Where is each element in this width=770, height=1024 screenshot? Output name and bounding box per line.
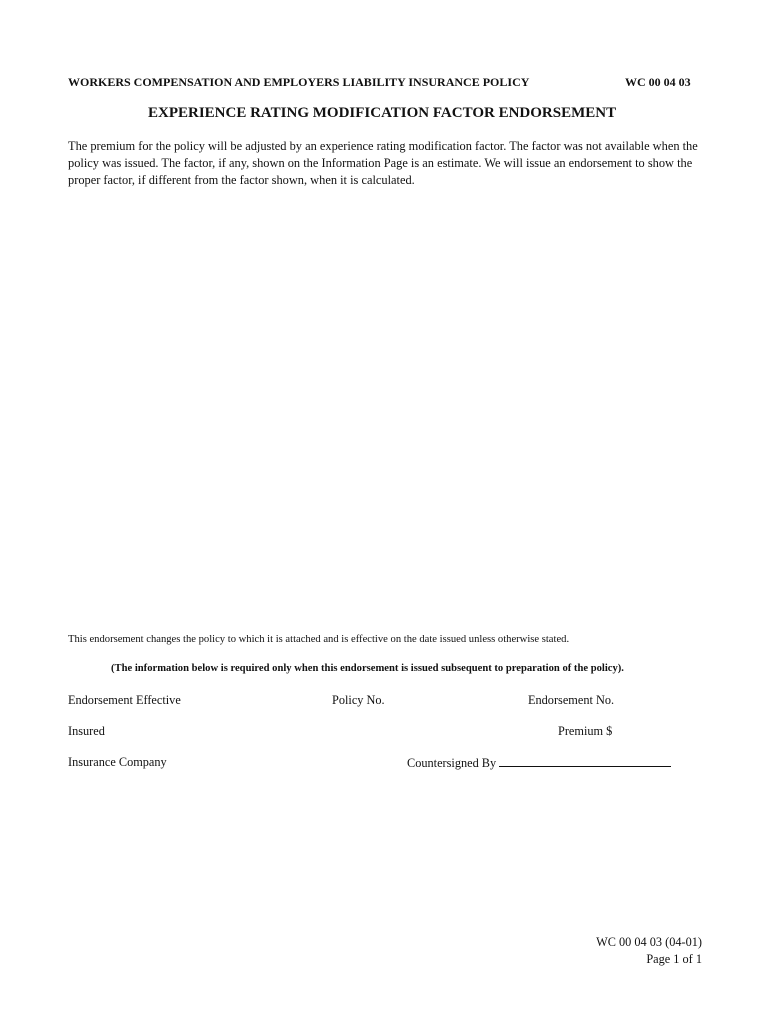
endorsement-note: This endorsement changes the policy to which it is attached and is effective on the date issued unless otherwise stated. xyxy=(68,634,570,645)
footer-page-number: Page 1 of 1 xyxy=(646,952,702,966)
premium-label: Premium $ xyxy=(558,724,613,738)
body-paragraph: The premium for the policy will be adjusted by an experience rating modification factor. The factor was not available when the policy was issued. The factor, if any, shown on the Information Page is an estimate. We will issue an endorsement to show the proper factor, if different from the factor shown, when it is calculated. xyxy=(68,139,698,187)
policy-no-label: Policy No. xyxy=(332,693,385,707)
endorsement-effective-label: Endorsement Effective xyxy=(68,693,181,707)
endorsement-no-label: Endorsement No. xyxy=(528,693,615,707)
info-note: (The information below is required only when this endorsement is issued subsequent to preparation of the policy). xyxy=(111,663,624,674)
footer-form-id: WC 00 04 03 (04-01) xyxy=(596,935,702,949)
signature-line xyxy=(499,755,671,767)
countersigned-by-label: Countersigned By xyxy=(407,756,497,770)
countersigned-by xyxy=(407,755,671,771)
insurance-company-label: Insurance Company xyxy=(68,755,167,769)
document-title: EXPERIENCE RATING MODIFICATION FACTOR ENDORSEMENT xyxy=(148,105,617,121)
insured-label: Insured xyxy=(68,724,105,738)
policy-title: WORKERS COMPENSATION AND EMPLOYERS LIABILITY INSURANCE POLICY xyxy=(68,75,530,89)
form-code: WC 00 04 03 xyxy=(625,75,691,89)
